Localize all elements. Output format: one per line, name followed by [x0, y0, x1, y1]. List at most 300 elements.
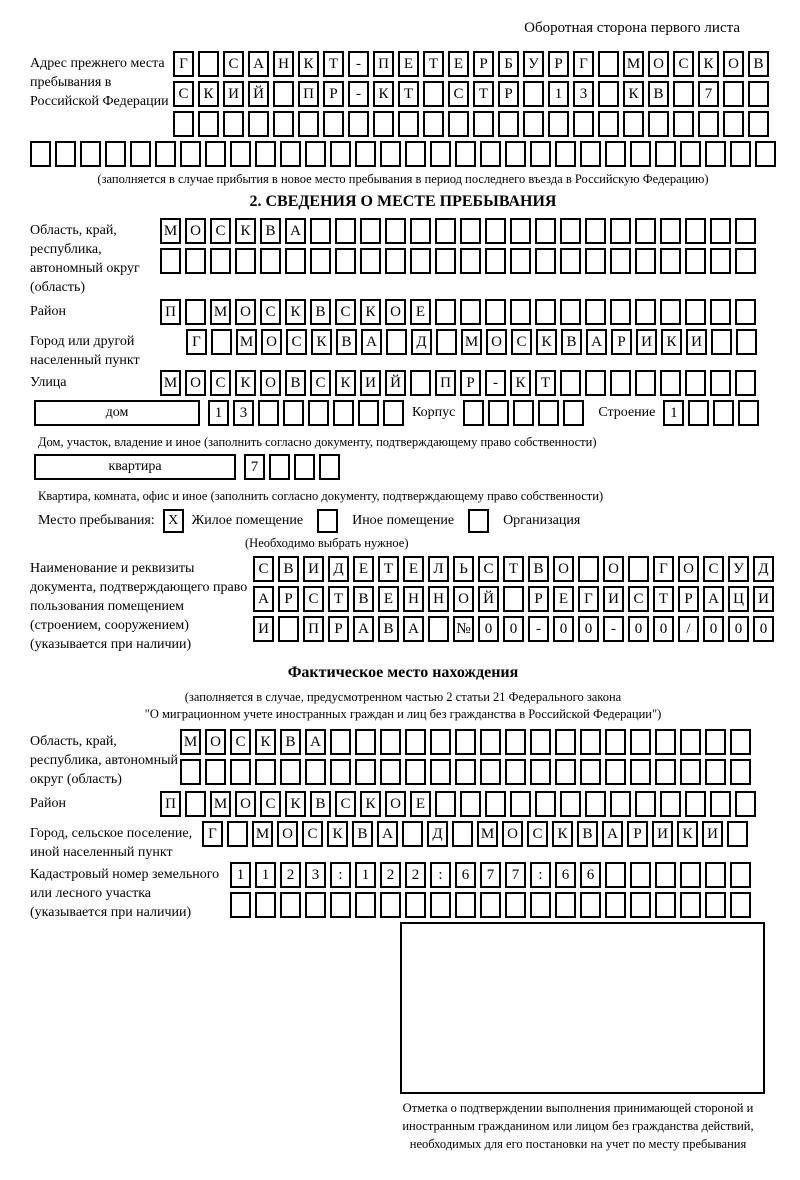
- char-cell[interactable]: С: [703, 556, 724, 582]
- char-cell[interactable]: [705, 862, 726, 888]
- char-cell[interactable]: [585, 299, 606, 325]
- char-cell[interactable]: [727, 821, 748, 847]
- char-cell[interactable]: [348, 111, 369, 137]
- char-cell[interactable]: Р: [611, 329, 632, 355]
- char-cell[interactable]: [505, 759, 526, 785]
- checkbox-other-premises[interactable]: [317, 509, 338, 533]
- char-cell[interactable]: К: [373, 81, 394, 107]
- char-cell[interactable]: В: [280, 729, 301, 755]
- char-cell[interactable]: [635, 791, 656, 817]
- char-cell[interactable]: [430, 729, 451, 755]
- char-cell[interactable]: 1: [255, 862, 276, 888]
- char-cell[interactable]: 7: [698, 81, 719, 107]
- char-cell[interactable]: [105, 141, 126, 167]
- char-cell[interactable]: [380, 729, 401, 755]
- char-cell[interactable]: [610, 218, 631, 244]
- char-cell[interactable]: [435, 791, 456, 817]
- char-cell[interactable]: [673, 81, 694, 107]
- char-cell[interactable]: Й: [478, 586, 499, 612]
- char-cell[interactable]: -: [348, 81, 369, 107]
- char-cell[interactable]: 1: [663, 400, 684, 426]
- char-cell[interactable]: О: [185, 218, 206, 244]
- char-cell[interactable]: [405, 892, 426, 918]
- char-cell[interactable]: В: [378, 616, 399, 642]
- char-cell[interactable]: И: [636, 329, 657, 355]
- char-cell[interactable]: К: [255, 729, 276, 755]
- char-cell[interactable]: С: [303, 586, 324, 612]
- char-cell[interactable]: И: [702, 821, 723, 847]
- char-cell[interactable]: Р: [328, 616, 349, 642]
- char-cell[interactable]: И: [253, 616, 274, 642]
- char-cell[interactable]: С: [673, 51, 694, 77]
- char-cell[interactable]: [160, 248, 181, 274]
- char-cell[interactable]: [680, 862, 701, 888]
- char-cell[interactable]: [560, 370, 581, 396]
- char-cell[interactable]: [685, 299, 706, 325]
- char-cell[interactable]: В: [648, 81, 669, 107]
- char-cell[interactable]: 6: [555, 862, 576, 888]
- char-cell[interactable]: [660, 370, 681, 396]
- char-cell[interactable]: [503, 586, 524, 612]
- char-cell[interactable]: А: [377, 821, 398, 847]
- char-cell[interactable]: [330, 759, 351, 785]
- char-cell[interactable]: К: [552, 821, 573, 847]
- char-cell[interactable]: [505, 141, 526, 167]
- char-cell[interactable]: -: [528, 616, 549, 642]
- char-cell[interactable]: [355, 759, 376, 785]
- char-cell[interactable]: 6: [455, 862, 476, 888]
- char-cell[interactable]: 0: [503, 616, 524, 642]
- char-cell[interactable]: [198, 51, 219, 77]
- char-cell[interactable]: [610, 299, 631, 325]
- char-cell[interactable]: К: [623, 81, 644, 107]
- char-cell[interactable]: 7: [480, 862, 501, 888]
- char-cell[interactable]: [460, 299, 481, 325]
- char-cell[interactable]: [510, 218, 531, 244]
- char-cell[interactable]: [736, 329, 757, 355]
- char-cell[interactable]: [610, 248, 631, 274]
- char-cell[interactable]: [555, 141, 576, 167]
- char-cell[interactable]: [685, 248, 706, 274]
- char-cell[interactable]: [335, 248, 356, 274]
- char-cell[interactable]: 0: [553, 616, 574, 642]
- char-cell[interactable]: [730, 141, 751, 167]
- char-cell[interactable]: С: [335, 299, 356, 325]
- char-cell[interactable]: А: [361, 329, 382, 355]
- char-cell[interactable]: К: [510, 370, 531, 396]
- char-cell[interactable]: С: [527, 821, 548, 847]
- char-cell[interactable]: [373, 111, 394, 137]
- char-cell[interactable]: С: [511, 329, 532, 355]
- char-cell[interactable]: [735, 791, 756, 817]
- char-cell[interactable]: [330, 141, 351, 167]
- char-cell[interactable]: Т: [378, 556, 399, 582]
- char-cell[interactable]: А: [602, 821, 623, 847]
- char-cell[interactable]: [655, 892, 676, 918]
- char-cell[interactable]: [505, 729, 526, 755]
- char-cell[interactable]: К: [536, 329, 557, 355]
- char-cell[interactable]: О: [385, 299, 406, 325]
- char-cell[interactable]: 0: [703, 616, 724, 642]
- char-cell[interactable]: 0: [478, 616, 499, 642]
- char-cell[interactable]: -: [485, 370, 506, 396]
- char-cell[interactable]: С: [628, 586, 649, 612]
- char-cell[interactable]: [748, 81, 769, 107]
- char-cell[interactable]: М: [160, 218, 181, 244]
- char-cell[interactable]: 7: [244, 454, 265, 480]
- char-cell[interactable]: В: [310, 299, 331, 325]
- char-cell[interactable]: О: [185, 370, 206, 396]
- char-cell[interactable]: С: [335, 791, 356, 817]
- char-cell[interactable]: [660, 299, 681, 325]
- char-cell[interactable]: [435, 299, 456, 325]
- char-cell[interactable]: С: [210, 218, 231, 244]
- char-cell[interactable]: Р: [528, 586, 549, 612]
- char-cell[interactable]: П: [435, 370, 456, 396]
- char-cell[interactable]: Д: [753, 556, 774, 582]
- char-cell[interactable]: [755, 141, 776, 167]
- char-cell[interactable]: [735, 299, 756, 325]
- char-cell[interactable]: О: [235, 791, 256, 817]
- char-cell[interactable]: 2: [405, 862, 426, 888]
- char-cell[interactable]: [305, 892, 326, 918]
- char-cell[interactable]: [605, 759, 626, 785]
- char-cell[interactable]: [535, 791, 556, 817]
- char-cell[interactable]: И: [603, 586, 624, 612]
- char-cell[interactable]: [473, 111, 494, 137]
- char-cell[interactable]: [205, 141, 226, 167]
- char-cell[interactable]: [485, 248, 506, 274]
- char-cell[interactable]: О: [678, 556, 699, 582]
- char-cell[interactable]: [585, 791, 606, 817]
- char-cell[interactable]: [685, 791, 706, 817]
- char-cell[interactable]: [598, 81, 619, 107]
- char-cell[interactable]: [430, 141, 451, 167]
- char-cell[interactable]: [385, 248, 406, 274]
- char-cell[interactable]: О: [277, 821, 298, 847]
- char-cell[interactable]: К: [285, 791, 306, 817]
- char-cell[interactable]: [273, 111, 294, 137]
- char-cell[interactable]: -: [603, 616, 624, 642]
- char-cell[interactable]: [555, 759, 576, 785]
- char-cell[interactable]: [248, 111, 269, 137]
- char-cell[interactable]: [260, 248, 281, 274]
- char-cell[interactable]: [530, 892, 551, 918]
- char-cell[interactable]: [480, 892, 501, 918]
- char-cell[interactable]: С: [223, 51, 244, 77]
- char-cell[interactable]: [230, 892, 251, 918]
- char-cell[interactable]: [255, 892, 276, 918]
- char-cell[interactable]: К: [698, 51, 719, 77]
- char-cell[interactable]: И: [360, 370, 381, 396]
- char-cell[interactable]: Н: [403, 586, 424, 612]
- char-cell[interactable]: Т: [653, 586, 674, 612]
- char-cell[interactable]: [535, 248, 556, 274]
- char-cell[interactable]: [435, 218, 456, 244]
- char-cell[interactable]: И: [652, 821, 673, 847]
- char-cell[interactable]: [530, 759, 551, 785]
- char-cell[interactable]: 1: [230, 862, 251, 888]
- char-cell[interactable]: [688, 400, 709, 426]
- char-cell[interactable]: К: [360, 791, 381, 817]
- char-cell[interactable]: [605, 729, 626, 755]
- char-cell[interactable]: [460, 248, 481, 274]
- char-cell[interactable]: А: [586, 329, 607, 355]
- char-cell[interactable]: [578, 556, 599, 582]
- char-cell[interactable]: О: [648, 51, 669, 77]
- char-cell[interactable]: [628, 556, 649, 582]
- char-cell[interactable]: [280, 759, 301, 785]
- char-cell[interactable]: [405, 141, 426, 167]
- char-cell[interactable]: [30, 141, 51, 167]
- char-cell[interactable]: Е: [553, 586, 574, 612]
- char-cell[interactable]: Т: [323, 51, 344, 77]
- char-cell[interactable]: К: [198, 81, 219, 107]
- char-cell[interactable]: [235, 248, 256, 274]
- char-cell[interactable]: [283, 400, 304, 426]
- char-cell[interactable]: А: [403, 616, 424, 642]
- char-cell[interactable]: [285, 248, 306, 274]
- char-cell[interactable]: /: [678, 616, 699, 642]
- char-cell[interactable]: [513, 400, 534, 426]
- char-cell[interactable]: М: [236, 329, 257, 355]
- char-cell[interactable]: [730, 862, 751, 888]
- char-cell[interactable]: [230, 759, 251, 785]
- char-cell[interactable]: И: [753, 586, 774, 612]
- char-cell[interactable]: 0: [628, 616, 649, 642]
- char-cell[interactable]: Е: [403, 556, 424, 582]
- char-cell[interactable]: [360, 218, 381, 244]
- checkbox-residential[interactable]: X: [163, 509, 184, 533]
- char-cell[interactable]: К: [327, 821, 348, 847]
- char-cell[interactable]: [738, 400, 759, 426]
- char-cell[interactable]: [185, 791, 206, 817]
- char-cell[interactable]: [705, 729, 726, 755]
- char-cell[interactable]: С: [286, 329, 307, 355]
- char-cell[interactable]: [227, 821, 248, 847]
- char-cell[interactable]: [710, 218, 731, 244]
- char-cell[interactable]: Г: [173, 51, 194, 77]
- char-cell[interactable]: [255, 141, 276, 167]
- char-cell[interactable]: [680, 892, 701, 918]
- char-cell[interactable]: Е: [410, 299, 431, 325]
- char-cell[interactable]: [585, 370, 606, 396]
- char-cell[interactable]: Й: [248, 81, 269, 107]
- char-cell[interactable]: К: [360, 299, 381, 325]
- char-cell[interactable]: Т: [535, 370, 556, 396]
- char-cell[interactable]: [330, 892, 351, 918]
- char-cell[interactable]: [523, 81, 544, 107]
- char-cell[interactable]: [711, 329, 732, 355]
- char-cell[interactable]: [198, 111, 219, 137]
- checkbox-organization[interactable]: [468, 509, 489, 533]
- char-cell[interactable]: [723, 81, 744, 107]
- char-cell[interactable]: У: [728, 556, 749, 582]
- char-cell[interactable]: [205, 759, 226, 785]
- char-cell[interactable]: [180, 141, 201, 167]
- char-cell[interactable]: К: [285, 299, 306, 325]
- char-cell[interactable]: В: [561, 329, 582, 355]
- char-cell[interactable]: И: [686, 329, 707, 355]
- char-cell[interactable]: [560, 791, 581, 817]
- char-cell[interactable]: 3: [573, 81, 594, 107]
- char-cell[interactable]: В: [353, 586, 374, 612]
- char-cell[interactable]: [548, 111, 569, 137]
- char-cell[interactable]: [430, 759, 451, 785]
- char-cell[interactable]: С: [448, 81, 469, 107]
- char-cell[interactable]: Й: [385, 370, 406, 396]
- char-cell[interactable]: С: [302, 821, 323, 847]
- char-cell[interactable]: [660, 791, 681, 817]
- char-cell[interactable]: [428, 616, 449, 642]
- char-cell[interactable]: Д: [328, 556, 349, 582]
- char-cell[interactable]: М: [461, 329, 482, 355]
- char-cell[interactable]: [278, 616, 299, 642]
- char-cell[interactable]: [660, 218, 681, 244]
- char-cell[interactable]: [273, 81, 294, 107]
- char-cell[interactable]: [210, 248, 231, 274]
- char-cell[interactable]: [680, 759, 701, 785]
- char-cell[interactable]: [635, 218, 656, 244]
- char-cell[interactable]: [510, 299, 531, 325]
- char-cell[interactable]: [80, 141, 101, 167]
- char-cell[interactable]: [460, 791, 481, 817]
- char-cell[interactable]: О: [723, 51, 744, 77]
- char-cell[interactable]: [580, 892, 601, 918]
- char-cell[interactable]: В: [528, 556, 549, 582]
- char-cell[interactable]: [580, 141, 601, 167]
- char-cell[interactable]: 0: [653, 616, 674, 642]
- char-cell[interactable]: [705, 759, 726, 785]
- char-cell[interactable]: М: [160, 370, 181, 396]
- char-cell[interactable]: П: [160, 299, 181, 325]
- char-cell[interactable]: А: [305, 729, 326, 755]
- char-cell[interactable]: [435, 248, 456, 274]
- char-cell[interactable]: А: [248, 51, 269, 77]
- char-cell[interactable]: [635, 248, 656, 274]
- char-cell[interactable]: [330, 729, 351, 755]
- char-cell[interactable]: Г: [202, 821, 223, 847]
- char-cell[interactable]: О: [553, 556, 574, 582]
- char-cell[interactable]: [680, 141, 701, 167]
- char-cell[interactable]: С: [253, 556, 274, 582]
- char-cell[interactable]: О: [502, 821, 523, 847]
- char-cell[interactable]: [530, 141, 551, 167]
- char-cell[interactable]: [605, 141, 626, 167]
- char-cell[interactable]: [605, 862, 626, 888]
- char-cell[interactable]: [535, 218, 556, 244]
- char-cell[interactable]: [436, 329, 457, 355]
- char-cell[interactable]: [258, 400, 279, 426]
- char-cell[interactable]: [630, 729, 651, 755]
- char-cell[interactable]: [383, 400, 404, 426]
- char-cell[interactable]: А: [285, 218, 306, 244]
- char-cell[interactable]: [523, 111, 544, 137]
- char-cell[interactable]: Е: [353, 556, 374, 582]
- char-cell[interactable]: Г: [578, 586, 599, 612]
- char-cell[interactable]: В: [260, 218, 281, 244]
- char-cell[interactable]: [423, 111, 444, 137]
- char-cell[interactable]: 1: [208, 400, 229, 426]
- char-cell[interactable]: Е: [410, 791, 431, 817]
- char-cell[interactable]: О: [235, 299, 256, 325]
- char-cell[interactable]: Н: [273, 51, 294, 77]
- char-cell[interactable]: №: [453, 616, 474, 642]
- char-cell[interactable]: [535, 299, 556, 325]
- char-cell[interactable]: Т: [398, 81, 419, 107]
- char-cell[interactable]: [255, 759, 276, 785]
- char-cell[interactable]: [555, 892, 576, 918]
- char-cell[interactable]: 1: [548, 81, 569, 107]
- char-cell[interactable]: А: [253, 586, 274, 612]
- char-cell[interactable]: [710, 370, 731, 396]
- char-cell[interactable]: М: [210, 791, 231, 817]
- char-cell[interactable]: [423, 81, 444, 107]
- char-cell[interactable]: Т: [473, 81, 494, 107]
- char-cell[interactable]: И: [223, 81, 244, 107]
- char-cell[interactable]: [455, 141, 476, 167]
- char-cell[interactable]: 7: [505, 862, 526, 888]
- char-cell[interactable]: В: [577, 821, 598, 847]
- char-cell[interactable]: [463, 400, 484, 426]
- char-cell[interactable]: У: [523, 51, 544, 77]
- char-cell[interactable]: В: [336, 329, 357, 355]
- char-cell[interactable]: [673, 111, 694, 137]
- char-cell[interactable]: [735, 370, 756, 396]
- char-cell[interactable]: [386, 329, 407, 355]
- char-cell[interactable]: А: [353, 616, 374, 642]
- char-cell[interactable]: [410, 248, 431, 274]
- char-cell[interactable]: С: [310, 370, 331, 396]
- char-cell[interactable]: К: [677, 821, 698, 847]
- char-cell[interactable]: [310, 218, 331, 244]
- char-cell[interactable]: Р: [548, 51, 569, 77]
- char-cell[interactable]: [635, 299, 656, 325]
- char-cell[interactable]: 3: [305, 862, 326, 888]
- char-cell[interactable]: [380, 141, 401, 167]
- char-cell[interactable]: [538, 400, 559, 426]
- char-cell[interactable]: [510, 248, 531, 274]
- char-cell[interactable]: Т: [503, 556, 524, 582]
- char-cell[interactable]: К: [335, 370, 356, 396]
- char-cell[interactable]: [510, 791, 531, 817]
- char-cell[interactable]: [610, 791, 631, 817]
- char-cell[interactable]: [333, 400, 354, 426]
- char-cell[interactable]: К: [298, 51, 319, 77]
- char-cell[interactable]: [480, 759, 501, 785]
- char-cell[interactable]: [452, 821, 473, 847]
- char-cell[interactable]: [398, 111, 419, 137]
- char-cell[interactable]: [705, 141, 726, 167]
- char-cell[interactable]: [730, 892, 751, 918]
- char-cell[interactable]: [360, 248, 381, 274]
- char-cell[interactable]: Р: [498, 81, 519, 107]
- char-cell[interactable]: А: [703, 586, 724, 612]
- char-cell[interactable]: [730, 729, 751, 755]
- char-cell[interactable]: [211, 329, 232, 355]
- char-cell[interactable]: Ь: [453, 556, 474, 582]
- char-cell[interactable]: [560, 218, 581, 244]
- char-cell[interactable]: [180, 759, 201, 785]
- char-cell[interactable]: Г: [186, 329, 207, 355]
- char-cell[interactable]: М: [210, 299, 231, 325]
- char-cell[interactable]: [223, 111, 244, 137]
- char-cell[interactable]: [655, 141, 676, 167]
- char-cell[interactable]: [305, 759, 326, 785]
- char-cell[interactable]: Р: [460, 370, 481, 396]
- char-cell[interactable]: [555, 729, 576, 755]
- char-cell[interactable]: 0: [753, 616, 774, 642]
